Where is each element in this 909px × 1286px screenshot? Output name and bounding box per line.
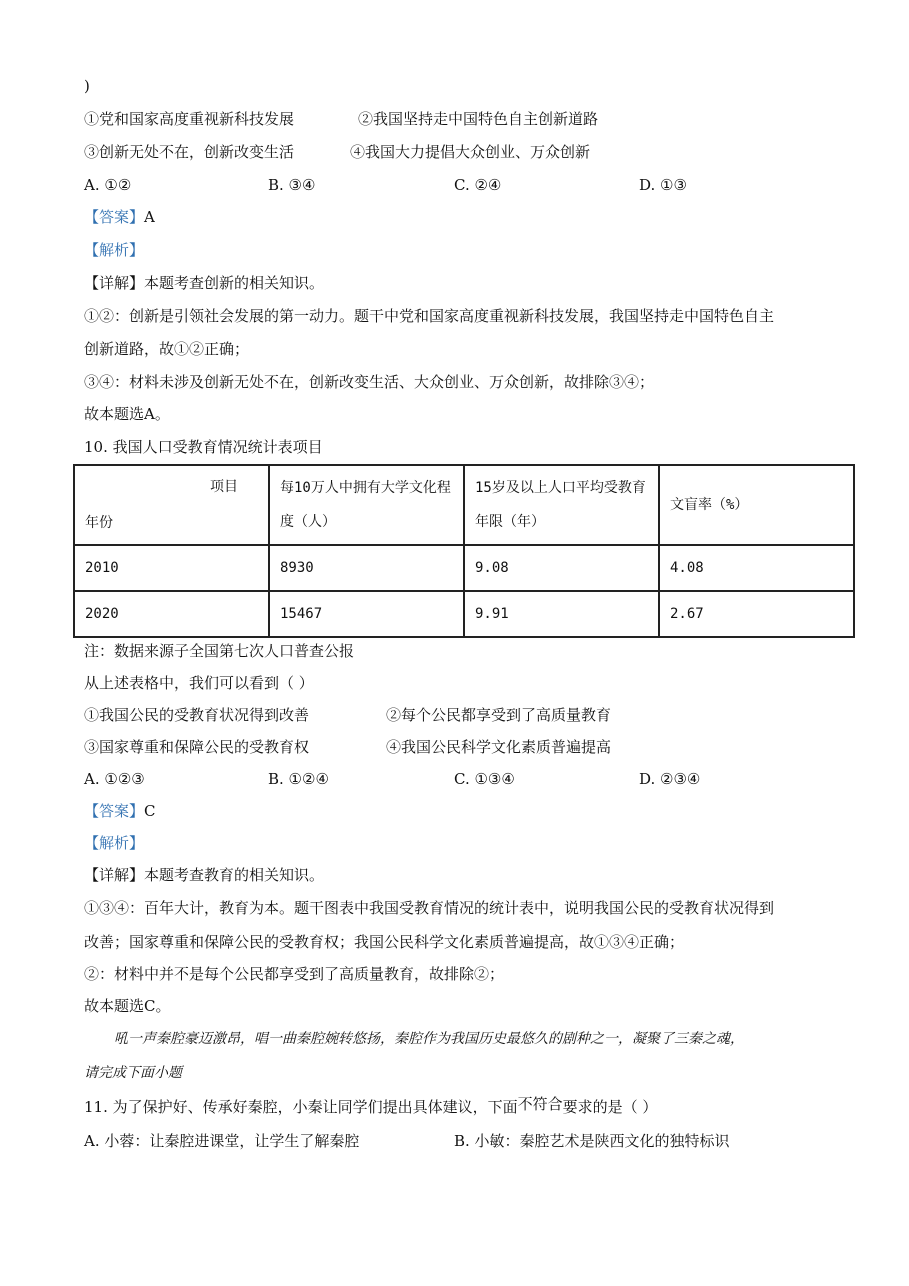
table-cell-schooling-years: 9.08 <box>464 545 659 591</box>
q11-stem-emphasis: 不符合 <box>517 1095 563 1113</box>
answer-value: C <box>144 802 156 820</box>
q10-statement-1: ①我国公民的受教育状况得到改善 <box>84 706 310 724</box>
q9-option-c: C. ②④ <box>454 176 502 194</box>
table-cell-university: 8930 <box>269 545 464 591</box>
q10-option-b: B. ①②④ <box>268 770 329 788</box>
q9-conclusion: 故本题选A。 <box>84 405 170 423</box>
q10-statement-3: ③国家尊重和保障公民的受教育权 <box>84 738 310 756</box>
q10-option-d: D. ②③④ <box>639 770 701 788</box>
intro-paragraph-end: 请完成下面小题 <box>84 1065 182 1081</box>
q11-stem-part-a: 11. 为了保护好、传承好秦腔，小秦让同学们提出具体建议，下面 <box>84 1098 518 1116</box>
q9-stem-tail: ) <box>84 77 90 95</box>
table-cell-year: 2020 <box>74 591 269 637</box>
q10-option-a: A. ①②③ <box>84 770 145 788</box>
q9-option-d: D. ①③ <box>639 176 687 194</box>
q10-detail: 【详解】本题考查教育的相关知识。 <box>84 866 325 884</box>
q10-statement-4: ④我国公民科学文化素质普遍提高 <box>386 738 612 756</box>
q11-stem-part-c: 要求的是（ ） <box>562 1098 658 1116</box>
q9-option-b: B. ③④ <box>268 176 316 194</box>
answer-value: A <box>144 208 155 226</box>
q10-analysis-tag: 【解析】 <box>84 834 145 852</box>
q9-detail: 【详解】本题考查创新的相关知识。 <box>84 274 325 292</box>
q10-explanation-1b: 改善；国家尊重和保障公民的受教育权；我国公民科学文化素质普遍提高，故①③④正确； <box>84 933 685 951</box>
q10-table-note: 注：数据来源子全国第七次人口普查公报 <box>84 642 355 660</box>
q10-option-c: C. ①③④ <box>454 770 515 788</box>
q9-statement-3: ③创新无处不在，创新改变生活 <box>84 143 295 161</box>
q9-explanation-2: ③④：材料未涉及创新无处不在，创新改变生活、大众创业、万众创新，故排除③④； <box>84 373 655 391</box>
q10-statement-2: ②每个公民都享受到了高质量教育 <box>386 706 612 724</box>
q10-explanation-1a: ①③④：百年大计，教育为本。题干图表中我国受教育情况的统计表中，说明我国公民的受教育状况得到 <box>84 899 775 917</box>
table-row <box>74 545 854 591</box>
q10-explanation-2: ②：材料中并不是每个公民都享受到了高质量教育，故排除②； <box>84 965 505 983</box>
corner-item-label: 项目 <box>210 479 238 495</box>
table-corner-cell <box>74 465 269 545</box>
table-header-illiteracy-rate: 文盲率（%） <box>659 465 854 545</box>
table-header-schooling-years: 15岁及以上人口平均受教育年限（年） <box>464 465 659 545</box>
q9-option-a: A. ①② <box>84 176 132 194</box>
q9-explanation-1a: ①②：创新是引领社会发展的第一动力。题干中党和国家高度重视新科技发展，我国坚持走中国特色自主 <box>84 307 775 325</box>
education-stats-table <box>73 464 855 638</box>
q9-statement-4: ④我国大力提倡大众创业、万众创新 <box>350 143 591 161</box>
q9-analysis-tag: 【解析】 <box>84 241 145 259</box>
q10-conclusion: 故本题选C。 <box>84 997 171 1015</box>
intro-paragraph: 吼一声秦腔豪迈激昂，唱一曲秦腔婉转悠扬，秦腔作为我国历史最悠久的剧种之一，凝聚了三秦之魂， <box>114 1031 744 1047</box>
q11-option-b: B. 小敏：秦腔艺术是陕西文化的独特标识 <box>454 1132 730 1150</box>
answer-tag: 【答案】 <box>84 208 145 226</box>
table-cell-illiteracy-rate: 4.08 <box>659 545 854 591</box>
q9-explanation-1b: 创新道路，故①②正确； <box>84 340 250 358</box>
q9-statement-2: ②我国坚持走中国特色自主创新道路 <box>358 110 599 128</box>
q9-statement-1: ①党和国家高度重视新科技发展 <box>84 110 295 128</box>
q11-option-a: A. 小蓉：让秦腔进课堂，让学生了解秦腔 <box>84 1132 360 1150</box>
table-cell-year: 2010 <box>74 545 269 591</box>
q10-question: 从上述表格中，我们可以看到（ ） <box>84 674 314 692</box>
table-cell-university: 15467 <box>269 591 464 637</box>
q10-stem: 10. 我国人口受教育情况统计表项目 <box>84 438 323 456</box>
answer-tag: 【答案】 <box>84 802 145 820</box>
q11-stem <box>84 1097 657 1117</box>
corner-year-label: 年份 <box>85 515 113 531</box>
table-cell-illiteracy-rate: 2.67 <box>659 591 854 637</box>
table-cell-schooling-years: 9.91 <box>464 591 659 637</box>
table-row <box>74 591 854 637</box>
table-header-university: 每10万人中拥有大学文化程度（人） <box>269 465 464 545</box>
q9-answer <box>84 207 155 227</box>
q10-answer <box>84 801 156 821</box>
table-header-row <box>74 465 854 545</box>
